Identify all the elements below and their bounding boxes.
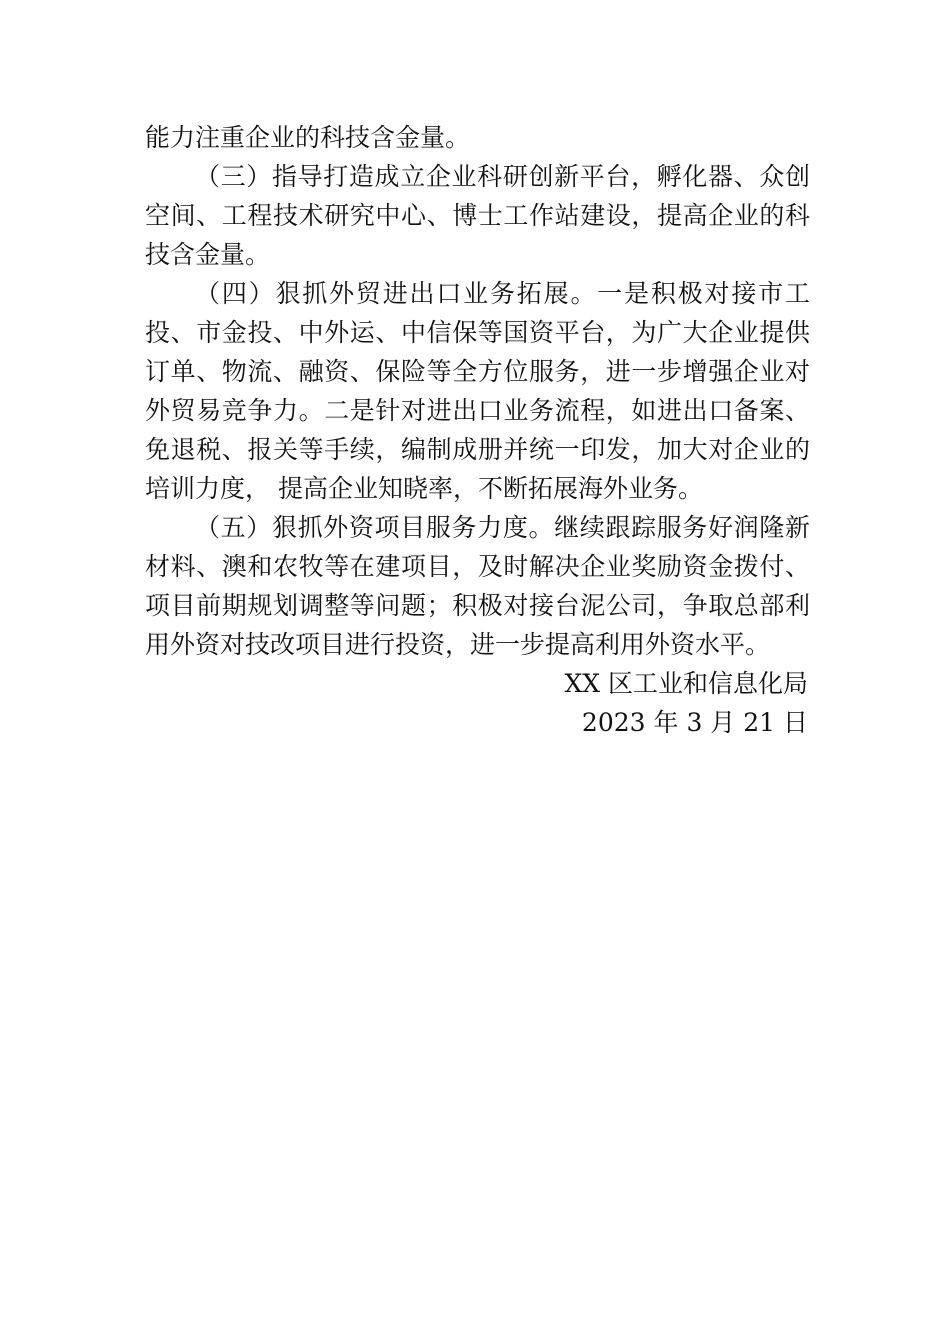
paragraph-continuation: 能力注重企业的科技含金量。 xyxy=(145,123,471,152)
signature-date: 2023 年 3 月 21 日 xyxy=(581,708,808,737)
signature-organization: XX 区工业和信息化局 xyxy=(564,669,808,698)
paragraph-section-three: （三）指导打造成立企业科研创新平台，孵化器、众创空间、工程技术研究中心、博士工作站建设，提高企业的科技含金量。 xyxy=(145,162,810,269)
paragraph-section-four: （四）狠抓外贸进出口业务拓展。一是积极对接市工投、市金投、中外运、中信保等国资平台，为广大企业提供订单、物流、融资、保险等全方位服务，进一步增强企业对外贸易竞争力。二是针对进出口业务流程，如进出口备案、免退税、报关等手续，编制成册并统一印发，加大对企业的培训力度， 提高企业知晓率，不断拓展海外业务。 xyxy=(145,279,810,503)
document-body xyxy=(145,118,810,742)
paragraph-section-five: （五）狠抓外资项目服务力度。继续跟踪服务好润隆新材料、澳和农牧等在建项目，及时解决企业奖励资金拨付、 项目前期规划调整等问题；积极对接台泥公司，争取总部利用外资对技改项目进行投资，进一步提高利用外资水平。 xyxy=(145,513,810,659)
